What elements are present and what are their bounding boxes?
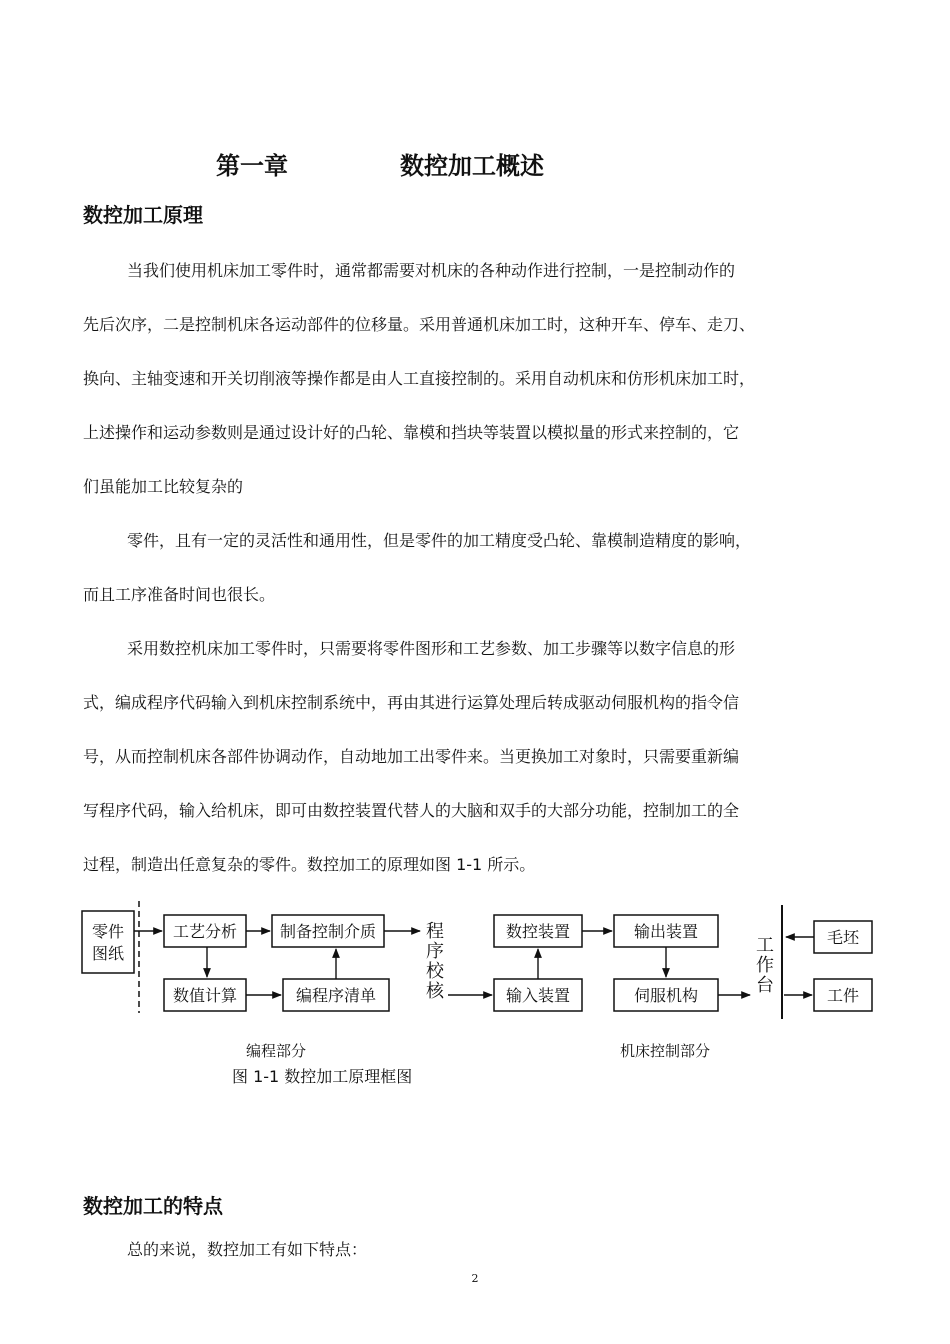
box-part-drawing <box>82 911 134 973</box>
label-cnc-device: 数控装置 <box>505 922 571 941</box>
section-heading-features: 数控加工的特点 <box>83 1194 223 1218</box>
para3-line: 过程，制造出任意复杂的零件。数控加工的原理如图 1-1 所示。 <box>83 855 536 874</box>
para1-line: 先后次序，二是控制机床各运动部件的位移量。采用普通机床加工时，这种开车、停车、走刀、 <box>83 315 756 334</box>
label-check-2: 序 <box>426 941 444 962</box>
label-workpiece: 工件 <box>826 986 860 1005</box>
label-check-1: 程 <box>426 921 444 942</box>
cnc-principle-diagram <box>0 895 950 1020</box>
para3-line: 写程序代码，输入给机床，即可由数控装置代替人的大脑和双手的大部分功能，控制加工的全 <box>83 801 740 820</box>
page-number: 2 <box>471 1272 479 1285</box>
label-check-3: 校 <box>426 961 444 982</box>
figure-caption: 图 1-1 数控加工原理框图 <box>232 1067 413 1086</box>
section-heading-principle: 数控加工原理 <box>83 203 203 227</box>
features-intro <box>83 1238 883 1262</box>
label-numeric-calc: 数值计算 <box>172 986 238 1005</box>
para1-line: 换向、主轴变速和开关切削液等操作都是由人工直接控制的。采用自动机床和仿形机床加工时， <box>83 369 756 388</box>
label-worktable-1: 工 <box>756 935 774 956</box>
para3-line: 式，编成程序代码输入到机床控制系统中，再由其进行运算处理后转成驱动伺服机构的指令信 <box>83 693 740 712</box>
label-machine-control-part: 机床控制部分 <box>620 1042 711 1060</box>
label-programming-part: 编程部分 <box>246 1042 307 1060</box>
label-process-analysis: 工艺分析 <box>172 922 238 941</box>
label-worktable-3: 台 <box>756 975 774 996</box>
label-program-list: 编程序清单 <box>295 986 377 1005</box>
para3-line: 采用数控机床加工零件时，只需要将零件图形和工艺参数、加工步骤等以数字信息的形 <box>127 639 736 658</box>
features-intro-line: 总的来说，数控加工有如下特点： <box>127 1240 368 1259</box>
para2-line: 零件，且有一定的灵活性和通用性，但是零件的加工精度受凸轮、靠模制造精度的影响， <box>127 531 752 550</box>
para1-line: 上述操作和运动参数则是通过设计好的凸轮、靠模和挡块等装置以模拟量的形式来控制的，它 <box>83 423 740 442</box>
para1-line: 当我们使用机床加工零件时，通常都需要对机床的各种动作进行控制，一是控制动作的 <box>127 261 736 280</box>
label-output-device: 输出装置 <box>633 922 699 941</box>
para1-line: 们虽能加工比较复杂的 <box>83 477 244 496</box>
label-make-medium: 制备控制介质 <box>279 922 377 941</box>
label-servo: 伺服机构 <box>633 986 699 1005</box>
para3-line: 号，从而控制机床各部件协调动作，自动地加工出零件来。当更换加工对象时，只需要重新编 <box>83 747 740 766</box>
label-part-drawing-1: 零件 <box>91 922 125 941</box>
para2-line: 而且工序准备时间也很长。 <box>83 585 276 604</box>
paragraph-1 <box>83 244 883 892</box>
label-input-device: 输入装置 <box>505 986 571 1005</box>
label-part-drawing-2: 图纸 <box>91 944 125 963</box>
label-check-4: 核 <box>426 981 444 1002</box>
label-worktable-2: 作 <box>756 955 774 976</box>
label-blank: 毛坯 <box>826 928 860 947</box>
chapter-number: 第一章 <box>216 152 288 180</box>
chapter-name: 数控加工概述 <box>400 152 544 180</box>
